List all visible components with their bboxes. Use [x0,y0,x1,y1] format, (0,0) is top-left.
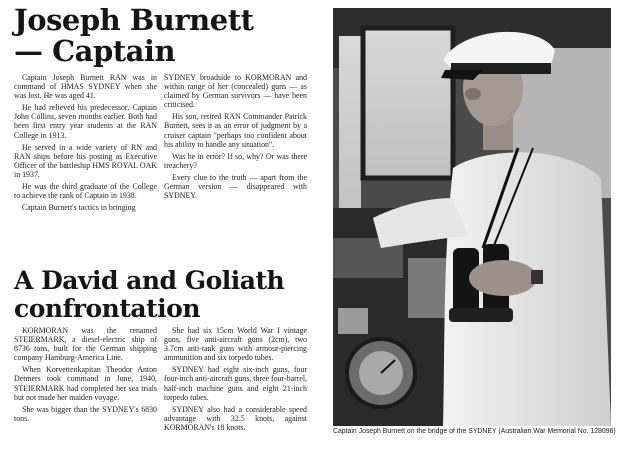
story2-column-right [164,326,307,435]
bridge-window-left [339,36,361,236]
story1-headline-line1: Joseph Burnett [14,3,254,37]
bridge-window [363,28,453,178]
paragraph: She was bigger than the SYDNEY's 6830 tons. [14,404,157,423]
captain-photo [333,8,611,426]
paragraph: Captain Joseph Burnett RAN was in command of HMAS SYDNEY when she was lost. He was aged 41. [14,73,157,101]
story2-headline-line2: confrontation [14,294,200,323]
paragraph: SYDNEY broadside to KORMORAN and within range of her (concealed) guns — as claimed by German survivors — have been criticised. [164,73,307,110]
paragraph: KORMORAN was the renamed STEIERMARK, a diesel-electric ship of 8736 tons, built for the German shipping company Hamburg-America Line. [14,326,157,363]
story2-headline-line1: A David and Goliath [14,266,285,295]
paragraph: When Korvettenkapitan Theodor Anton Detmers took command in June, 1940, STEIERMARK had completed her sea trials but not made her maiden voyage. [14,365,157,402]
story1-column-left [14,73,157,215]
story1-column-right [164,73,307,203]
paragraph: He served in a wide variety of RN and RAN ships before his posting as Executive Officer of the battleship HMS ROYAL OAK in 1937. [14,142,157,179]
story2-column-left [14,326,157,426]
paragraph: His son, retired RAN Commander Patrick Burnett, sees it as an error of judgment by a cruiser captain "perhaps too confident about his ability to handle any situation". [164,112,307,149]
paragraph: Every clue to the truth — apart from the German version — disappeared with SYDNEY. [164,172,307,201]
paragraph: He was the third graduate of the College to achieve the rank of Captain in 1938. [14,182,157,201]
photo-caption: Captain Joseph Burnett on the bridge of the SYDNEY (Australian War Memorial No. 128096) [333,428,616,435]
paragraph: He had relieved his predecessor, Captain John Collins, seven months earlier. Both had been first entry year students at the RAN College in 1913. [14,103,157,140]
wristwatch-icon [531,270,543,284]
paragraph: SYDNEY had eight six-inch guns, four four-inch anti-aircraft guns, three four-barrel, half-inch machine guns and eight 21-inch torpedo tubes. [164,365,307,402]
paragraph: Was he in error? If so, why? Or was there treachery? [164,151,307,170]
paragraph: Captain Burnett's tactics in bringing [22,203,136,213]
paragraph: She had six 15cm World War I vintage guns, five anti-aircraft guns (2cm), two 3.7cm anti-tank guns with armour-piercing ammunition and six torpedo tubes. [164,326,307,363]
story1-headline-line2: — Captain [14,34,176,68]
photo-illustration [333,8,611,426]
paragraph: SYDNEY also had a considerable speed advantage with 32.5 knots, against KORMORAN's 18 knots. [164,404,307,432]
officer-hand [469,260,537,296]
